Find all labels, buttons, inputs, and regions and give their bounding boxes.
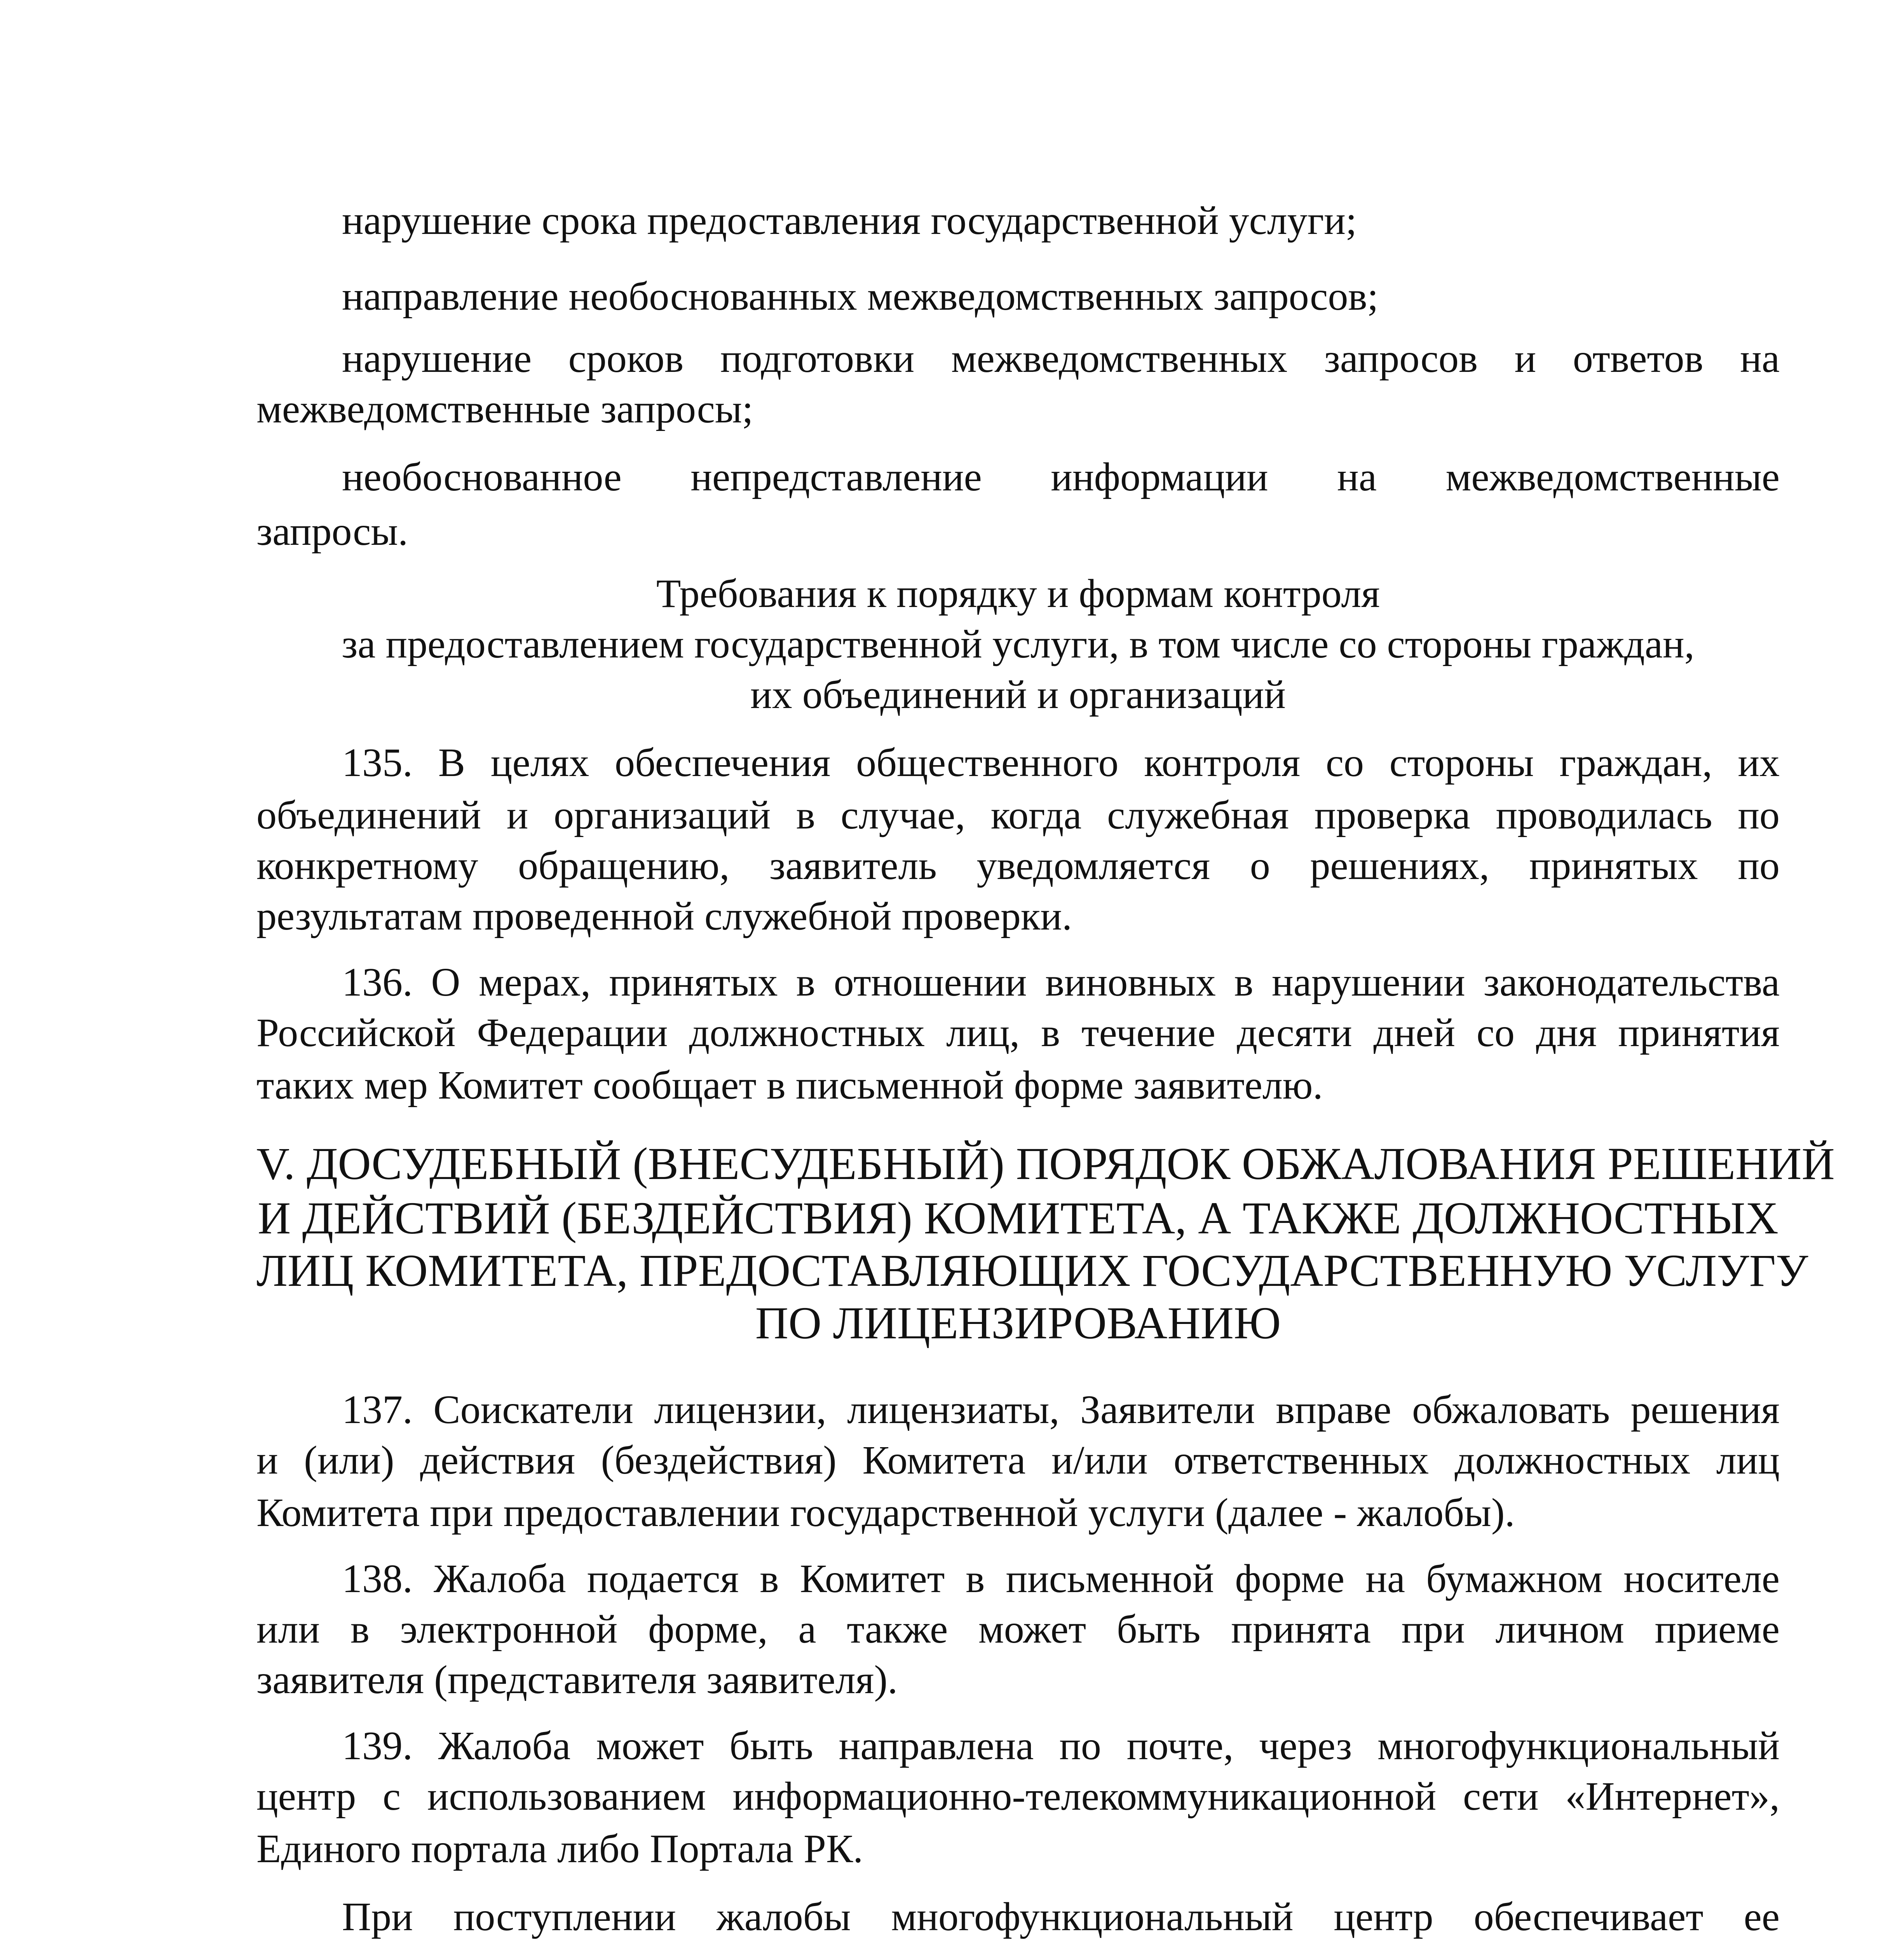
section-subtitle: Требования к порядку и формам контроля — [656, 571, 1380, 616]
text-line: запросы. — [256, 509, 408, 554]
paragraph-138: или в электронной форме, а также может быть принята при личном приеме — [256, 1607, 1780, 1652]
text-line: нарушение срока предоставления государственной услуги; — [342, 198, 1357, 243]
paragraph-mfc — [256, 1941, 1780, 1943]
paragraph-137: Комитета при предоставлении государственной услуги (далее - жалобы). — [256, 1490, 1515, 1535]
paragraph-139: центр с использованием информационно-телекоммуникационной сети «Интернет», — [256, 1774, 1780, 1819]
text-line: необоснованное непредставление информации на межведомственные — [342, 455, 1780, 499]
section-heading: ЛИЦ КОМИТЕТА, ПРЕДОСТАВЛЯЮЩИХ ГОСУДАРСТВЕННУЮ УСЛУГУ — [256, 1245, 1808, 1296]
paragraph-135: результатам проведенной служебной проверки. — [256, 894, 1072, 938]
text-line: направление необоснованных межведомственных запросов; — [342, 274, 1379, 319]
section-heading: V. ДОСУДЕБНЫЙ (ВНЕСУДЕБНЫЙ) ПОРЯДОК ОБЖАЛОВАНИЯ РЕШЕНИЙ — [256, 1138, 1835, 1189]
paragraph-138: заявителя (представителя заявителя). — [256, 1657, 898, 1702]
paragraph-mfc: При поступлении жалобы многофункциональный центр обеспечивает ее — [342, 1894, 1780, 1939]
paragraph-139: Единого портала либо Портала РК. — [256, 1826, 863, 1871]
paragraph-135: 135. В целях обеспечения общественного контроля со стороны граждан, их — [342, 740, 1780, 785]
paragraph-138: 138. Жалоба подается в Комитет в письменной форме на бумажном носителе — [342, 1556, 1780, 1601]
section-subtitle: их объединений и организаций — [750, 672, 1286, 717]
paragraph-139: 139. Жалоба может быть направлена по почте, через многофункциональный — [342, 1723, 1780, 1768]
paragraph-136: 136. О мерах, принятых в отношении виновных в нарушении законодательства — [342, 960, 1780, 1005]
paragraph-135: объединений и организаций в случае, когда служебная проверка проводилась по — [256, 793, 1780, 837]
section-heading: И ДЕЙСТВИЙ (БЕЗДЕЙСТВИЯ) КОМИТЕТА, А ТАКЖЕ ДОЛЖНОСТНЫХ — [258, 1193, 1778, 1244]
paragraph-137: 137. Соискатели лицензии, лицензиаты, Заявители вправе обжаловать решения — [342, 1387, 1780, 1432]
section-subtitle: за предоставлением государственной услуги, в том числе со стороны граждан, — [342, 622, 1695, 666]
paragraph-135: конкретному обращению, заявитель уведомляется о решениях, принятых по — [256, 843, 1780, 888]
paragraph-136: Российской Федерации должностных лиц, в течение десяти дней со дня принятия — [256, 1010, 1780, 1055]
text-line: межведомственные запросы; — [256, 387, 753, 431]
paragraph-136: таких мер Комитет сообщает в письменной форме заявителю. — [256, 1063, 1323, 1108]
section-heading: ПО ЛИЦЕНЗИРОВАНИЮ — [755, 1298, 1281, 1348]
paragraph-137: и (или) действия (бездействия) Комитета и/или ответственных должностных лиц — [256, 1438, 1780, 1483]
text-line: нарушение сроков подготовки межведомственных запросов и ответов на — [342, 336, 1780, 381]
